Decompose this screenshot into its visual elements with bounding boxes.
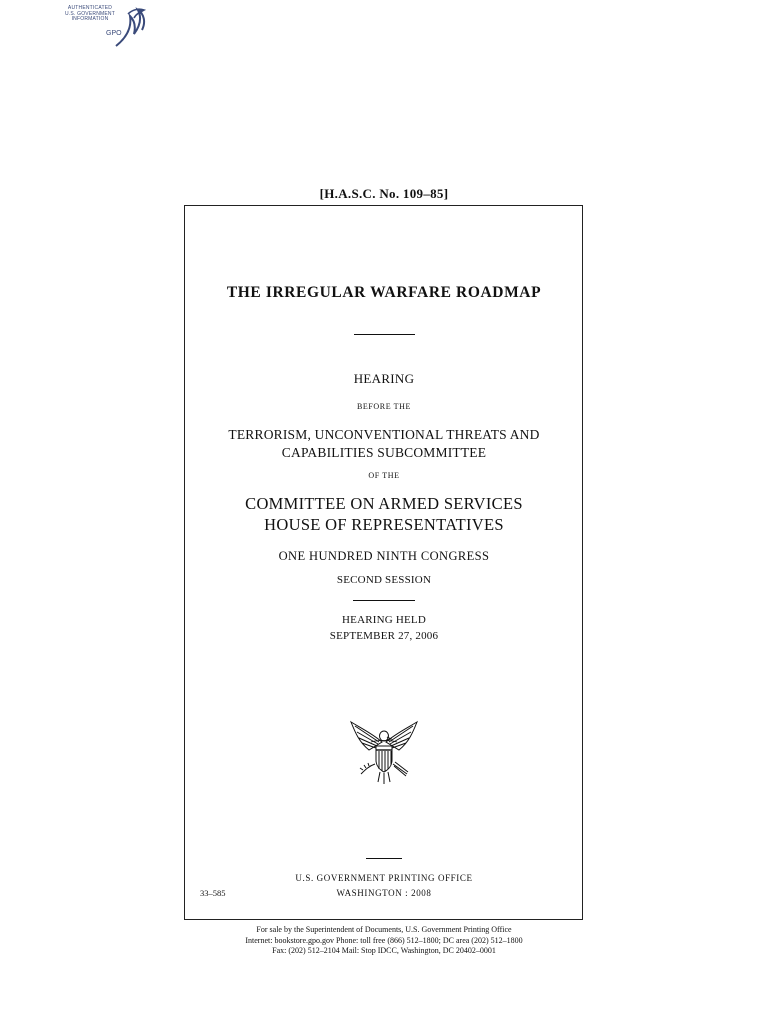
of-the-label: OF THE: [368, 471, 400, 480]
sale-info: [0, 925, 768, 957]
document-number: 33–585: [200, 888, 226, 898]
footer-rule: [366, 858, 402, 859]
printing-office-label: U.S. GOVERNMENT PRINTING OFFICE: [295, 873, 473, 883]
gpo-authenticated-logo: [58, 6, 150, 48]
committee-line-1: COMMITTEE ON ARMED SERVICES: [245, 494, 523, 513]
session-label: SECOND SESSION: [336, 574, 432, 586]
hearing-date: SEPTEMBER 27, 2006: [329, 630, 439, 642]
eagle-swoosh-icon: [110, 6, 150, 48]
sale-info-line-2: Internet: bookstore.gpo.gov Phone: toll free (866) 512–1800; DC area (202) 512–1800: [245, 935, 523, 945]
hearing-date-block: [0, 612, 768, 644]
logo-gpo-mark: GPO: [106, 30, 122, 37]
sale-info-line-3: Fax: (202) 512–2104 Mail: Stop IDCC, Washington, DC 20402–0001: [272, 946, 496, 955]
logo-line-government: U.S. GOVERNMENT: [65, 10, 115, 17]
logo-line-authenticated: AUTHENTICATED: [67, 5, 113, 11]
publication-place-year: WASHINGTON : 2008: [336, 888, 432, 898]
committee-name: [0, 493, 768, 535]
committee-line-2: HOUSE OF REPRESENTATIVES: [264, 515, 504, 534]
title-rule: [354, 334, 415, 335]
hearing-held-label: HEARING HELD: [342, 614, 426, 626]
subcommittee-line-2: CAPABILITIES SUBCOMMITTEE: [281, 445, 487, 460]
logo-line-information: INFORMATION: [71, 16, 109, 23]
sale-info-line-1: For sale by the Superintendent of Documents, U.S. Government Printing Office: [256, 925, 512, 934]
hasc-number: [H.A.S.C. No. 109–85]: [319, 186, 449, 201]
subcommittee-line-1: TERRORISM, UNCONVENTIONAL THREATS AND: [228, 427, 540, 442]
document-title: THE IRREGULAR WARFARE ROADMAP: [226, 284, 542, 301]
congress-label: ONE HUNDRED NINTH CONGRESS: [278, 549, 490, 563]
before-the-label: BEFORE THE: [356, 402, 412, 411]
great-seal-eagle-icon: [349, 720, 419, 786]
subcommittee-name: [0, 426, 768, 462]
hearing-label: HEARING: [353, 371, 415, 386]
session-rule: [353, 600, 415, 601]
